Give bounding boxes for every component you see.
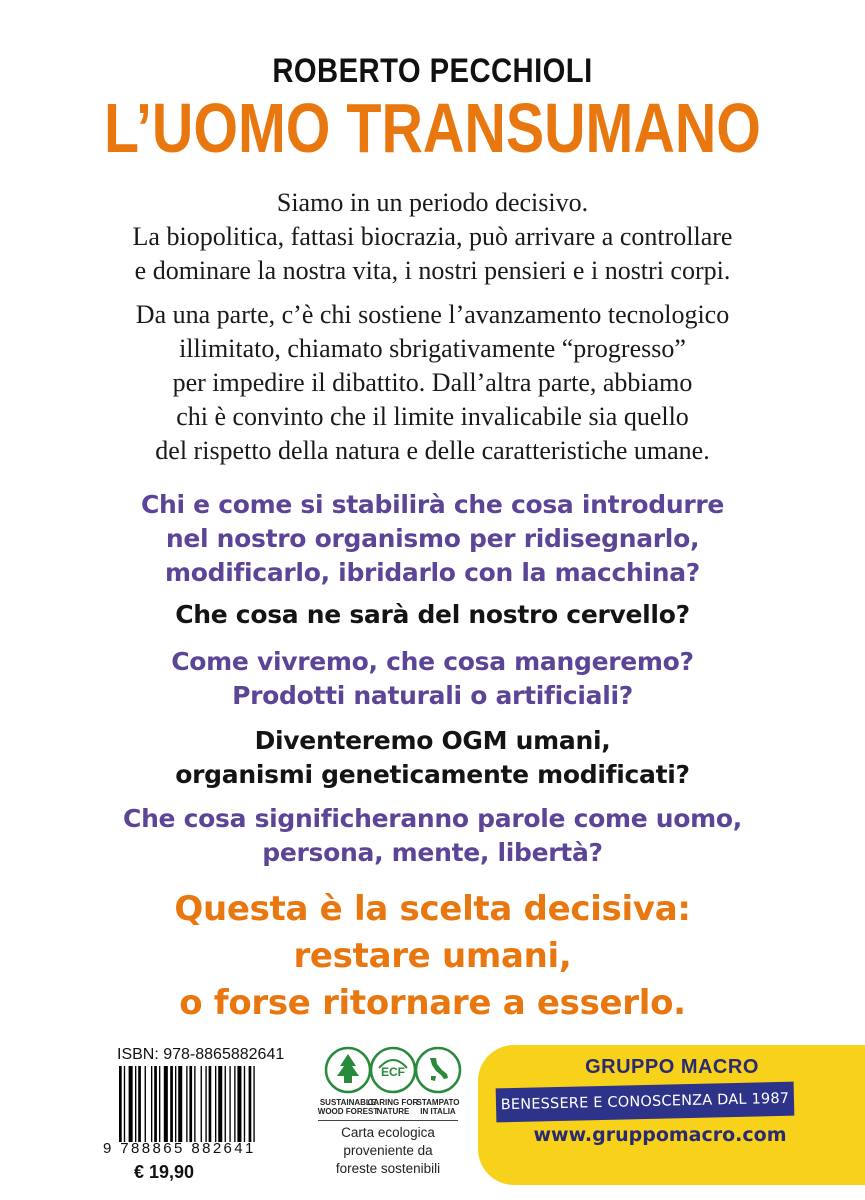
book-title: L’UOMO TRANSUMANO	[104, 89, 761, 167]
ecf-cert-label: CARING FOR NATURE	[367, 1098, 419, 1116]
question-line: organismi geneticamente modificati?	[175, 760, 690, 789]
isbn-label: ISBN: 978-8865882641	[117, 1046, 285, 1063]
publisher-name: GRUPPO MACRO	[585, 1056, 759, 1078]
italy-cert-label: STAMPATO IN ITALIA	[416, 1098, 460, 1116]
question-line: Diventeremo OGM umani,	[254, 726, 611, 755]
question-4	[40, 724, 825, 792]
question-line: Che cosa ne sarà del nostro cervello?	[175, 600, 690, 629]
intro-line: per impedire il dibattito. Dall’altra parte, abbiamo	[172, 368, 693, 397]
closing-statement	[0, 886, 865, 1027]
question-3	[40, 645, 825, 713]
intro-paragraph-1	[60, 186, 805, 288]
question-line: Chi e come si stabilirà che cosa introdurre	[140, 490, 725, 519]
question-line: Che cosa significheranno parole come uomo,	[123, 804, 742, 833]
intro-line: e dominare la nostra vita, i nostri pensieri e i nostri corpi.	[134, 256, 731, 285]
question-line: persona, mente, libertà?	[262, 838, 603, 867]
question-line: nel nostro organismo per ridisegnarlo,	[165, 524, 700, 553]
intro-line: del rispetto della natura e delle caratteristiche umane.	[155, 436, 710, 465]
publisher-slogan: BENESSERE E CONOSCENZA DAL 1987	[496, 1082, 795, 1123]
barcode-image	[117, 1066, 299, 1142]
question-1	[40, 488, 825, 590]
intro-line: illimitato, chiamato sbrigativamente “progresso”	[179, 334, 686, 363]
cert-divider	[318, 1120, 458, 1121]
closing-line: Questa è la scelta decisiva:	[174, 889, 691, 929]
question-line: Come vivremo, che cosa mangeremo?	[171, 647, 694, 676]
price: € 19,90	[134, 1162, 195, 1182]
intro-line: La biopolitica, fattasi biocrazia, può arrivare a controllare	[132, 222, 733, 251]
svg-text:ECF: ECF	[381, 1065, 405, 1079]
closing-line: restare umani,	[293, 936, 572, 976]
question-5	[40, 802, 825, 870]
closing-line: o forse ritornare a esserlo.	[179, 983, 686, 1023]
intro-line: Siamo in un periodo decisivo.	[276, 188, 589, 217]
author-name: ROBERTO PECCHIOLI	[272, 52, 593, 90]
eco-paper-note: Carta ecologica proveniente da foreste sostenibili	[335, 1125, 441, 1176]
publisher-website[interactable]: www.gruppomacro.com	[533, 1124, 787, 1146]
question-2	[40, 598, 825, 632]
intro-line: chi è convinto che il limite invalicabile sia quello	[176, 402, 689, 431]
intro-line: Da una parte, c’è chi sostiene l’avanzamento tecnologico	[135, 300, 730, 329]
question-line: Prodotti naturali o artificiali?	[232, 681, 633, 710]
italy-map-icon	[414, 1046, 462, 1094]
barcode-digits: 9 788865 882641	[103, 1140, 256, 1157]
forest-cert-label: SUSTAINABLE WOOD FOREST	[317, 1098, 379, 1116]
tree-icon	[324, 1046, 372, 1094]
question-line: modificarlo, ibridarlo con la macchina?	[164, 558, 701, 587]
intro-paragraph-2	[60, 298, 805, 468]
ecf-badge-icon	[369, 1046, 417, 1094]
